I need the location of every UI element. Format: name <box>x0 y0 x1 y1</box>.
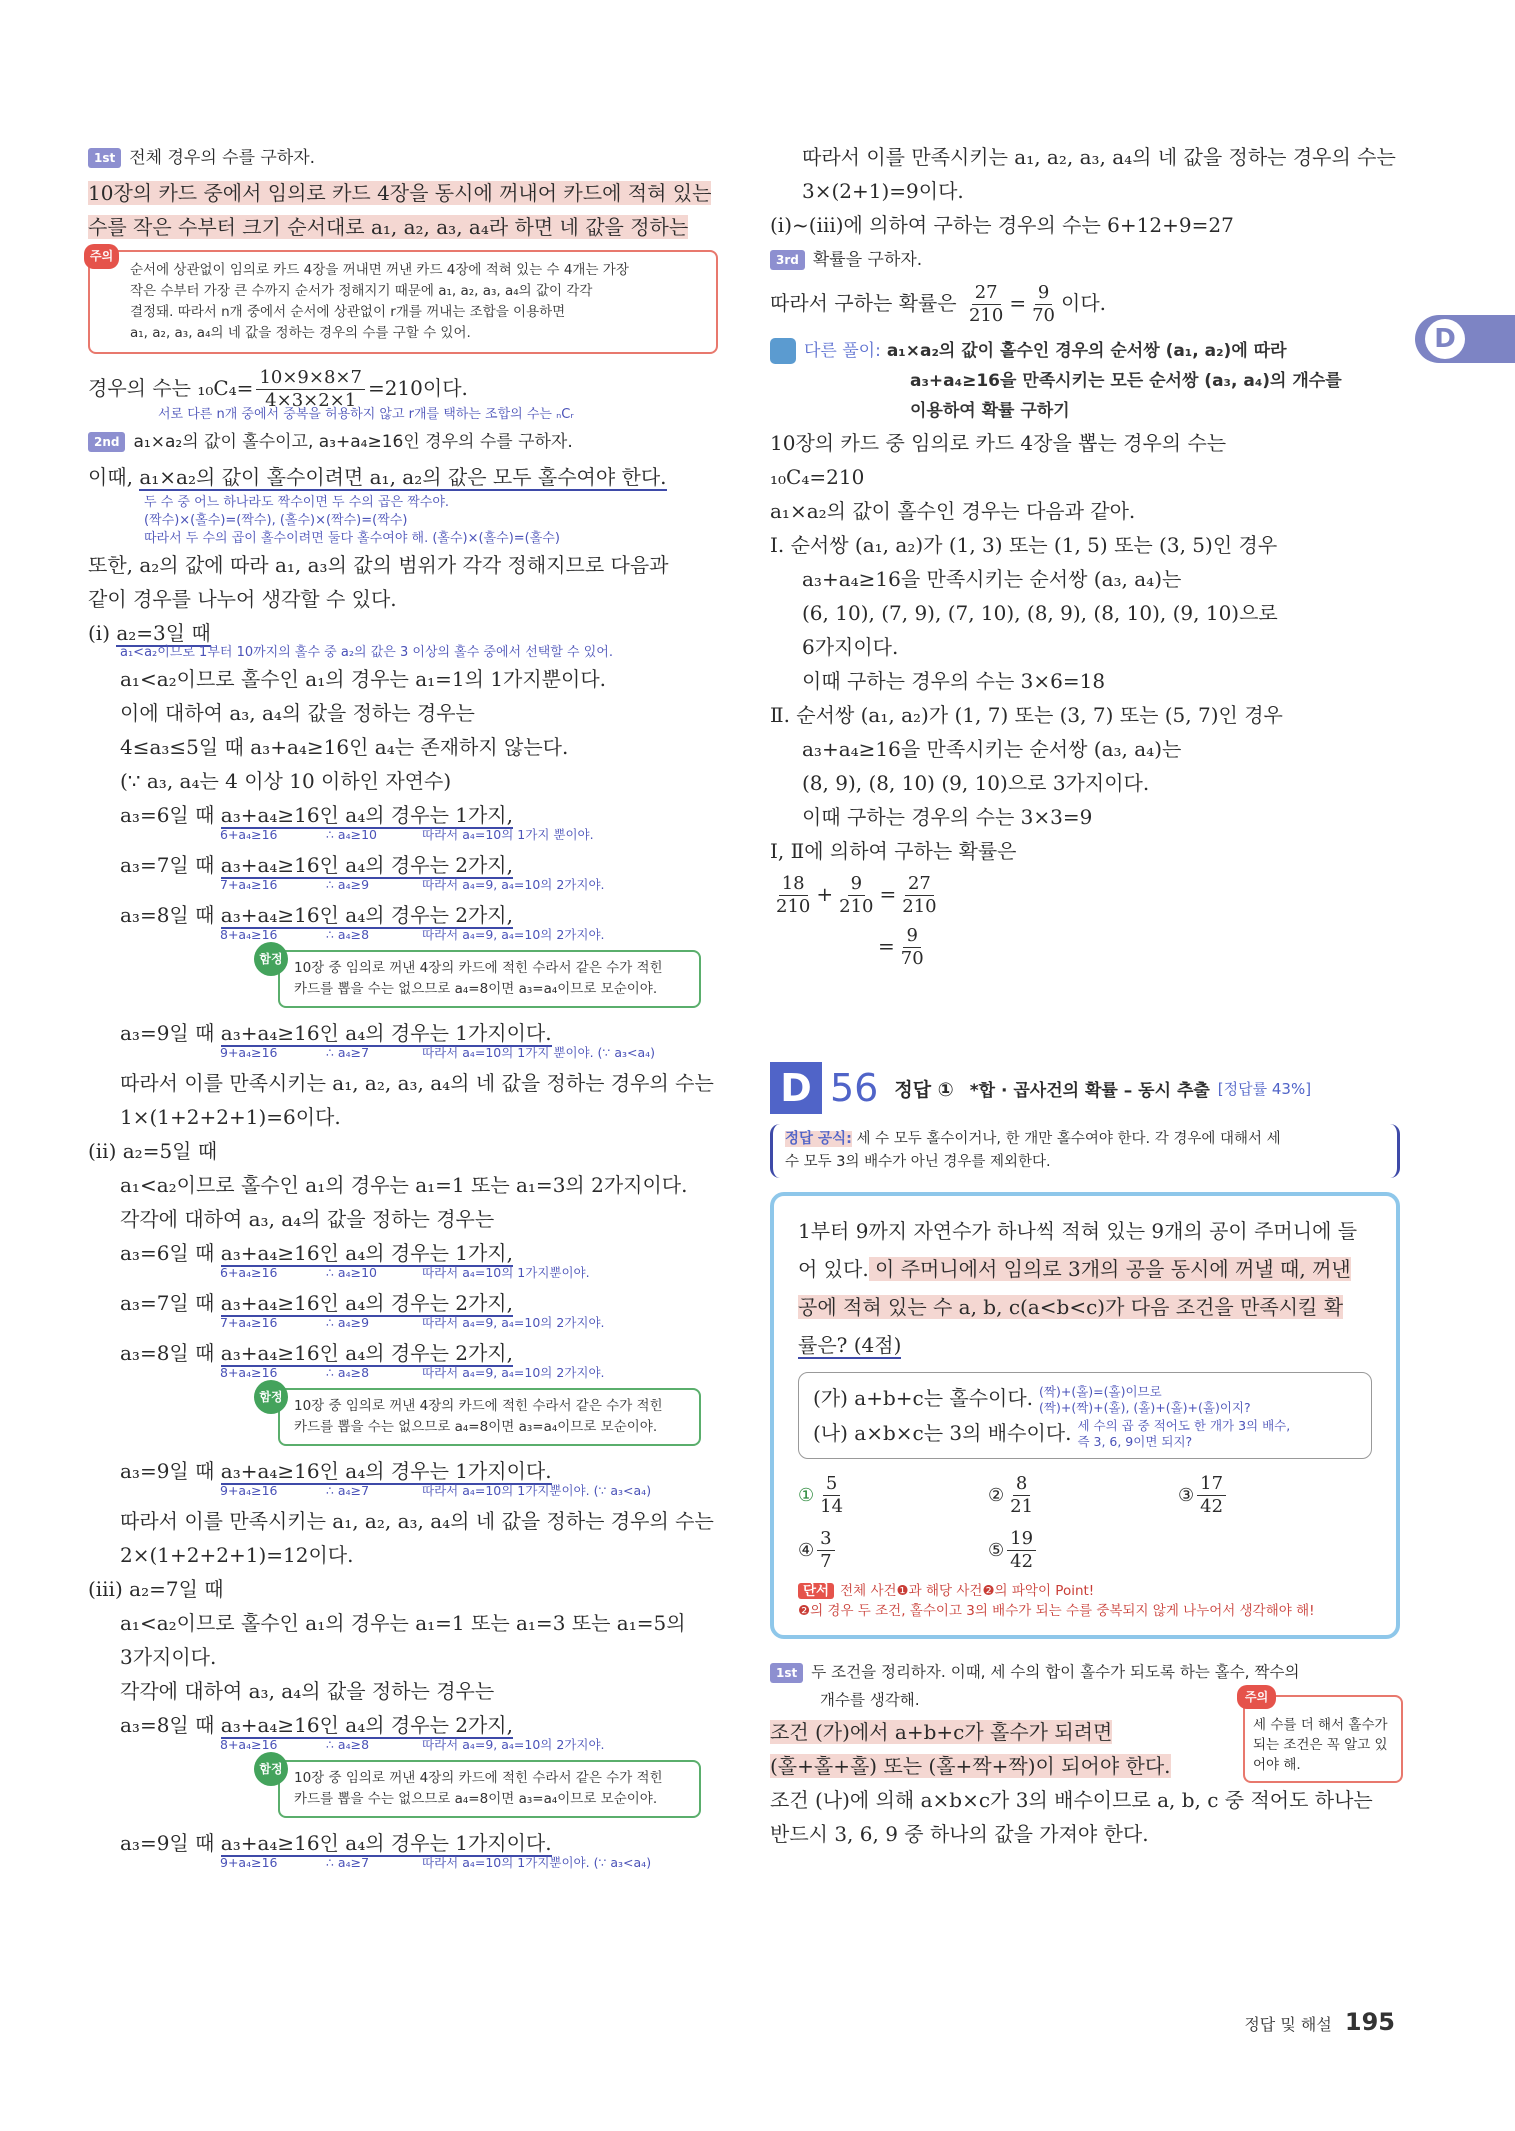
combination-note: 서로 다른 n개 중에서 중복을 허용하지 않고 r개를 택하는 조합의 수는 ₙCᵣ <box>158 407 574 422</box>
caution-box-2: 주의 세 수를 더 해서 홀수가 되는 조건은 꼭 알고 있어야 해. <box>1243 1695 1403 1783</box>
trap-box: 함정 10장 중 임의로 꺼낸 4장의 카드에 적힌 수라서 같은 수가 적힌 카드를 뽑을 수는 없으므로 a₄=8이면 a₃=a₄이므로 모순이야. <box>278 950 701 1008</box>
choice-5[interactable]: ⑤ $\frac{19}{42}$ <box>988 1528 1178 1573</box>
right-column: 따라서 이를 만족시키는 a₁, a₂, a₃, a₄의 네 값을 정하는 경우의 수는 3×(2+1)=9이다. (ⅰ)~(ⅲ)에 의하여 구하는 경우의 수는 6+12+9=27 3rd 확률을 구하자. 따라서 구하는 확률은 $\frac{27}{210}$ = $\frac{9}{70}$ 이다. 다른 풀이: a₁×a₂의 값이 홀수인 경우의 순서쌍 (a₁, a₂)에 따라 a₃+a₄≥16을 만족시키는 모든 순서쌍 (a₃, a₄)의 개수를 이용하여 확률 구하기 10장의 카드 중 임의로 카드 4장을 뽑는 경우의 수는 ₁₀C₄=210 a₁×a₂의 값이 홀수인 경우는 다음과 같아. Ⅰ. 순서쌍 (a₁, a₂)가 (1, 3) 또는 (1, 5) 또는 (3, 5)인 경우 a₃+a₄≥16을 만족시키는 순서쌍 (a₃, a₄)는 (6, 10), (7, 9), (7, 10), (8, 9), (8, 10), (9, 10)으로 6가지이다. 이때 구하는 경우의 수는 3×6=18 Ⅱ. 순서쌍 (a₁, a₂)가 (1, 7) 또는 (3, 7) 또는 (5, 7)인 경우 a₃+a₄≥16을 만족시키는 순서쌍 (a₃, a₄)는 (8, 9), (8, 10) (9, 10)으로 3가지이다. 이때 구하는 경우의 수는 3×3=9 Ⅰ, Ⅱ에 의하여 구하는 확률은 $\frac{18}{210}$ + $\frac{9}{210}$ = $\frac{27}{210}$ = $\frac{9}{70}$ D 56 정답 ① *합 · 곱사건의 확률 – 동시 추출 [정답률 43%] 정답 공식: 세 수 모두 홀수이거나, 한 개만 홀수여야 한다. 각 경우에 대해서 세 수 모두 3의 배수가 아닌 경우를 제외한다. 1부터 9까지 자연수가 하나씩 적혀 있는 9개의 공이 주머니에 들 어 있다. 이 주머니에서 임의로 3개의 공을 동시에 꺼낼 때, 꺼낸 공에 적혀 있는 수 a, b, c(a<b<c)가 다음 조건을 만족시킬 확 률은? (4점) (가) a+b+c는 홀수이다. (짝)+(홀)=(홀)이므로 (짝)+(짝)+(홀), (홀)+(홀)+(홀)이지? (나) a×b×c는 3의 배수이다. 세 수의 곱 중 적어도 한 개가 3의 배수, 즉 3, 6, 9이면 되지? ① $\frac{5}{14}$ ② $\frac{8}{21}$ ③ $\frac{17}{42}$ ④ $\frac{3}{7}$ ⑤ $\frac{19}{42}$ 단서 전체 사건❶과 해당 사건❷의 파악이 Point! ❷의 경우 두 조건, 홀수이고 3의 배수가 되는 수를 중복되지 않게 나누어서 생각해야 해! 1st 두 조건을 정리하자. 이때, 세 수의 합이 홀수가 되도록 하는 홀수, 짝수의 개수를 생각해. 조건 (가)에서 a+b+c가 홀수가 되려면 (홀+홀+홀) 또는 (홀+짝+짝)이 되어야 한다. 주의 세 수를 더 해서 홀수가 되는 조건은 꼭 알고 있어야 해. 조건 (나)에 의해 a×b×c가 3의 배수이므로 a, b, c 중 적어도 하나는 반드시 3, 6, 9 중 하나의 값을 가져야 한다. <box>770 140 1400 1851</box>
intro-line-2: 수를 작은 수부터 크기 순서대로 a₁, a₂, a₃, a₄라 하면 네 값을 정하는 <box>88 215 689 239</box>
correct-rate: [정답률 43%] <box>1217 1079 1312 1098</box>
key-formula: 정답 공식: 세 수 모두 홀수이거나, 한 개만 홀수여야 한다. 각 경우에 대해서 세 수 모두 3의 배수가 아닌 경우를 제외한다. <box>770 1124 1400 1178</box>
step2-heading: 2nd a₁×a₂의 값이 홀수이고, a₃+a₄≥16인 경우의 수를 구하자. <box>88 426 718 458</box>
trap-box: 함정 10장 중 임의로 꺼낸 4장의 카드에 적힌 수라서 같은 수가 적힌 카드를 뽑을 수는 없으므로 a₄=8이면 a₃=a₄이므로 모순이야. <box>278 1388 701 1446</box>
case2-heading: (ⅱ) a₂=5일 때 <box>88 1139 218 1163</box>
intro-line-1: 10장의 카드 중에서 임의로 카드 4장을 동시에 꺼내어 카드에 적혀 있는 <box>88 181 712 205</box>
step1-badge: 1st <box>88 148 121 168</box>
trap-box: 함정 10장 중 임의로 꺼낸 4장의 카드에 적힌 수라서 같은 수가 적힌 카드를 뽑을 수는 없으므로 a₄=8이면 a₃=a₄이므로 모순이야. <box>278 1760 701 1818</box>
alternative-solution-heading: 다른 풀이: a₁×a₂의 값이 홀수인 경우의 순서쌍 (a₁, a₂)에 따라 a₃+a₄≥16을 만족시키는 모든 순서쌍 (a₃, a₄)의 개수를 이용하여 확률 구하기 <box>770 336 1400 426</box>
sum-fractions: $\frac{18}{210}$ + $\frac{9}{210}$ = $\frac{27}{210}$ <box>776 873 937 917</box>
problem-header <box>770 1062 1400 1114</box>
condition-box: (가) a+b+c는 홀수이다. (짝)+(홀)=(홀)이므로 (짝)+(짝)+(홀), (홀)+(홀)+(홀)이지? (나) a×b×c는 3의 배수이다. 세 수의 곱 중 적어도 한 개가 3의 배수, 즉 3, 6, 9이면 되지? <box>798 1372 1372 1459</box>
alt-solution-icon <box>770 338 796 364</box>
section-letter: D <box>770 1062 822 1114</box>
case1-heading: (ⅰ) a₂=3일 때 <box>88 621 211 645</box>
left-column: 1st 전체 경우의 수를 구하자. 10장의 카드 중에서 임의로 카드 4장을 동시에 꺼내어 카드에 적혀 있는 수를 작은 수부터 크기 순서대로 a₁, a₂, a₃, a₄라 하면 네 값을 정하는 주의 순서에 상관없이 임의로 카드 4장을 꺼내면 꺼낸 카드 4장에 적혀 있는 수 4개는 가장 작은 수부터 가장 큰 수까지 순서가 정해지기 때문에 a₁, a₂, a₃, a₄의 값이 각각 결정돼. 따라서 n개 중에서 순서에 상관없이 r개를 꺼내는 조합을 이용하면 a₁, a₂, a₃, a₄의 네 값을 정하는 경우의 수를 구할 수 있어. 경우의 수는 ₁₀C₄= $\frac{10\times 9\times 8\times 7}{4\times 3\times 2\times 1}$ =210이다. 서로 다른 n개 중에서 중복을 허용하지 않고 r개를 택하는 조합의 수는 ₙCᵣ 2nd a₁×a₂의 값이 홀수이고, a₃+a₄≥16인 경우의 수를 구하자. 이때, a₁×a₂의 값이 홀수이려면 a₁, a₂의 값은 모두 홀수여야 한다. 두 수 중 어느 하나라도 짝수이면 두 수의 곱은 짝수야. (짝수)×(홀수)=(짝수), (홀수)×(짝수)=(짝수) 따라서 두 수의 곱이 홀수이려면 둘다 홀수여야 해. (홀수)×(홀수)=(홀수) 또한, a₂의 값에 따라 a₁, a₃의 값의 범위가 각각 정해지므로 다음과 같이 경우를 나누어 생각할 수 있다. (ⅰ) a₂=3일 때 a₁<a₂이므로 1부터 10까지의 홀수 중 a₂의 값은 3 이상의 홀수 중에서 선택할 수 있어. a₁<a₂이므로 홀수인 a₁의 경우는 a₁=1의 1가지뿐이다. 이에 대하여 a₃, a₄의 값을 정하는 경우는 4≤a₃≤5일 때 a₃+a₄≥16인 a₄는 존재하지 않는다. (∵ a₃, a₄는 4 이상 10 이하인 자연수) a₃=6일 때 a₃+a₄≥16인 a₄의 경우는 1가지, 6+a₄≥16 ∴ a₄≥10 따라서 a₄=10의 1가지 뿐이야. a₃=7일 때 a₃+a₄≥16인 a₄의 경우는 2가지, 7+a₄≥16 ∴ a₄≥9 따라서 a₄=9, a₄=10의 2가지야. a₃=8일 때 a₃+a₄≥16인 a₄의 경우는 2가지, 8+a₄≥16 ∴ a₄≥8 따라서 a₄=9, a₄=10의 2가지야. 함정 10장 중 임의로 꺼낸 4장의 카드에 적힌 수라서 같은 수가 적힌 카드를 뽑을 수는 없으므로 a₄=8이면 a₃=a₄이므로 모순이야. a₃=9일 때 a₃+a₄≥16인 a₄의 경우는 1가지이다. 9+a₄≥16 ∴ a₄≥7 따라서 a₄=10의 1가지 뿐이야. (∵ a₃<a₄) 따라서 이를 만족시키는 a₁, a₂, a₃, a₄의 네 값을 정하는 경우의 수는 1×(1+2+2+1)=6이다. (ⅱ) a₂=5일 때 a₁<a₂이므로 홀수인 a₁의 경우는 a₁=1 또는 a₁=3의 2가지이다. 각각에 대하여 a₃, a₄의 값을 정하는 경우는 a₃=6일 때 a₃+a₄≥16인 a₄의 경우는 1가지, 6+a₄≥16 ∴ a₄≥10 따라서 a₄=10의 1가지뿐이야. a₃=7일 때 a₃+a₄≥16인 a₄의 경우는 2가지, 7+a₄≥16 ∴ a₄≥9 따라서 a₄=9, a₄=10의 2가지야. a₃=8일 때 a₃+a₄≥16인 a₄의 경우는 2가지, 8+a₄≥16 ∴ a₄≥8 따라서 a₄=9, a₄=10의 2가지야. 함정 10장 중 임의로 꺼낸 4장의 카드에 적힌 수라서 같은 수가 적힌 카드를 뽑을 수는 없으므로 a₄=8이면 a₃=a₄이므로 모순이야. a₃=9일 때 a₃+a₄≥16인 a₄의 경우는 1가지이다. 9+a₄≥16 ∴ a₄≥7 따라서 a₄=10의 1가지뿐이야. (∵ a₃<a₄) 따라서 이를 만족시키는 a₁, a₂, a₃, a₄의 네 값을 정하는 경우의 수는 2×(1+2+2+1)=12이다. (ⅲ) a₂=7일 때 a₁<a₂이므로 홀수인 a₁의 경우는 a₁=1 또는 a₁=3 또는 a₁=5의 3가지이다. 각각에 대하여 a₃, a₄의 값을 정하는 경우는 a₃=8일 때 a₃+a₄≥16인 a₄의 경우는 2가지, 8+a₄≥16 ∴ a₄≥8 따라서 a₄=9, a₄=10의 2가지야. 함정 10장 중 임의로 꺼낸 4장의 카드에 적힌 수라서 같은 수가 적힌 카드를 뽑을 수는 없으므로 a₄=8이면 a₃=a₄이므로 모순이야. a₃=9일 때 a₃+a₄≥16인 a₄의 경우는 1가지이다. 9+a₄≥16 ∴ a₄≥7 따라서 a₄=10의 1가지뿐이야. (∵ a₃<a₄) <box>88 140 718 1876</box>
caution-box: 주의 순서에 상관없이 임의로 카드 4장을 꺼내면 꺼낸 카드 4장에 적혀 있는 수 4개는 가장 작은 수부터 가장 큰 수까지 순서가 정해지기 때문에 a₁, a₂, a₃, a₄의 값이 각각 결정돼. 따라서 n개 중에서 순서에 상관없이 r개를 꺼내는 조합을 이용하면 a₁, a₂, a₃, a₄의 네 값을 정하는 경우의 수를 구할 수 있어. <box>88 250 718 354</box>
hint-box: 단서 전체 사건❶과 해당 사건❷의 파악이 Point! ❷의 경우 두 조건, 홀수이고 3의 배수가 되는 수를 중복되지 않게 나누어서 생각해야 해! <box>798 1583 1315 1619</box>
step3-heading: 3rd 확률을 구하자. <box>770 244 1400 276</box>
total-count: 경우의 수는 ₁₀C₄= $\frac{10\times 9\times 8\times 7}{4\times 3\times 2\times 1}$ =210이다. <box>88 367 468 411</box>
choice-4[interactable]: ④ $\frac{3}{7}$ <box>798 1528 988 1573</box>
odd-condition: a₁×a₂의 값이 홀수이려면 a₁, a₂의 값은 모두 홀수여야 한다. <box>139 465 667 489</box>
step1-heading: 1st 전체 경우의 수를 구하자. <box>88 142 718 174</box>
page-number: 195 <box>1344 2008 1395 2036</box>
footer-label: 정답 및 해설 <box>1244 2015 1332 2034</box>
problem-topic: *합 · 곱사건의 확률 – 동시 추출 <box>969 1080 1210 1101</box>
answer-label: 정답 ① <box>894 1078 954 1101</box>
caution-tag: 주의 <box>84 244 119 269</box>
odd-notes: 두 수 중 어느 하나라도 짝수이면 두 수의 곱은 짝수야. (짝수)×(홀수)=(짝수), (홀수)×(짝수)=(짝수) 따라서 두 수의 곱이 홀수이려면 둘다 홀수여야 해. (홀수)×(홀수)=(홀수) <box>144 495 560 546</box>
choice-2[interactable]: ② $\frac{8}{21}$ <box>988 1473 1034 1517</box>
chapter-side-tab <box>1415 315 1515 363</box>
page-footer <box>1244 2008 1395 2036</box>
problem-number: 56 <box>830 1066 879 1110</box>
final-probability: 따라서 구하는 확률은 $\frac{27}{210}$ = $\frac{9}{70}$ 이다. <box>770 282 1106 326</box>
problem-box: 1부터 9까지 자연수가 하나씩 적혀 있는 9개의 공이 주머니에 들 어 있다. 이 주머니에서 임의로 3개의 공을 동시에 꺼낼 때, 꺼낸 공에 적혀 있는 수 a, b, c(a<b<c)가 다음 조건을 만족시킬 확 률은? (4점) (가) a+b+c는 홀수이다. (짝)+(홀)=(홀)이므로 (짝)+(짝)+(홀), (홀)+(홀)+(홀)이지? (나) a×b×c는 3의 배수이다. 세 수의 곱 중 적어도 한 개가 3의 배수, 즉 3, 6, 9이면 되지? ① $\frac{5}{14}$ ② $\frac{8}{21}$ ③ $\frac{17}{42}$ ④ $\frac{3}{7}$ ⑤ $\frac{19}{42}$ 단서 전체 사건❶과 해당 사건❷의 파악이 Point! ❷의 경우 두 조건, 홀수이고 3의 배수가 되는 수를 중복되지 않게 나누어서 생각해야 해! <box>770 1192 1400 1639</box>
answer-choices <box>798 1473 1372 1573</box>
choice-3[interactable]: ③ $\frac{17}{42}$ <box>1178 1473 1368 1518</box>
solution-step1: 1st 두 조건을 정리하자. 이때, 세 수의 합이 홀수가 되도록 하는 홀수, 짝수의 개수를 생각해. 조건 (가)에서 a+b+c가 홀수가 되려면 (홀+홀+홀) 또는 (홀+짝+짝)이 되어야 한다. 주의 세 수를 더 해서 홀수가 되는 조건은 꼭 알고 있어야 해. 조건 (나)에 의해 a×b×c가 3의 배수이므로 a, b, c 중 적어도 하나는 반드시 3, 6, 9 중 하나의 값을 가져야 한다. <box>770 1659 1400 1851</box>
case3-heading: (ⅲ) a₂=7일 때 <box>88 1577 224 1601</box>
choice-1[interactable]: ① $\frac{5}{14}$ <box>798 1473 844 1517</box>
chapter-letter: D <box>1425 319 1465 359</box>
